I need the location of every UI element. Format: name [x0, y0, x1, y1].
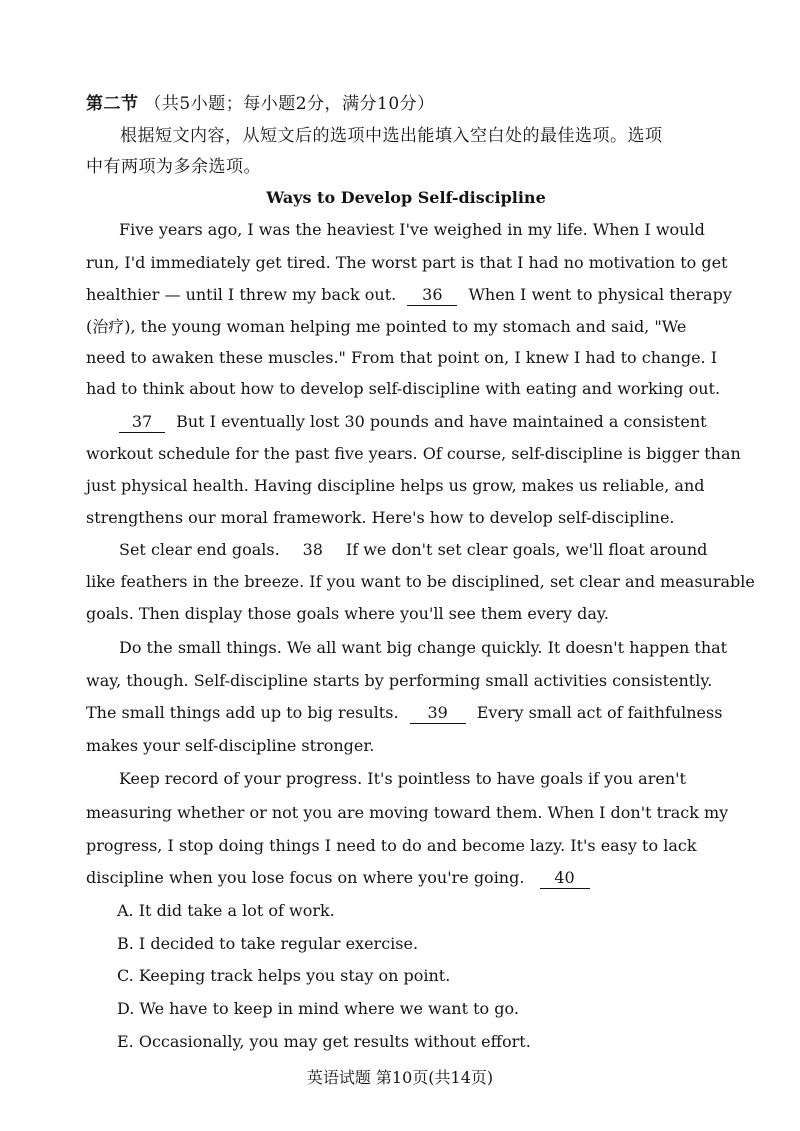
p2-line-4: strengthens our moral framework. Here's how to develop self-discipline.: [86, 508, 675, 527]
p4-line-3: [86, 701, 726, 725]
p4-line-3-text-a: The small things add up to big results.: [86, 703, 399, 722]
p5-line-4: [86, 866, 726, 890]
p1-line-1: Five years ago, I was the heaviest I've weighed in my life. When I would: [119, 220, 705, 239]
passage-title: Ways to Develop Self-discipline: [266, 188, 546, 207]
p5-line-1: Keep record of your progress. It's pointless to have goals if you aren't: [119, 769, 686, 788]
p5-line-3: progress, I stop doing things I need to do and become lazy. It's easy to lack: [86, 836, 697, 855]
p1-line-3: [86, 283, 732, 307]
p3-line-2: like feathers in the breeze. If you want to be disciplined, set clear and measurable: [86, 572, 755, 591]
option-a[interactable]: A. It did take a lot of work.: [117, 901, 335, 920]
p2-line-1-text: But I eventually lost 30 pounds and have maintained a consistent: [176, 412, 707, 431]
blank-38[interactable]: 38: [302, 540, 323, 559]
p3-line-1-text-a: Set clear end goals.: [119, 540, 280, 559]
section-header: [86, 92, 726, 116]
p5-line-4-text: discipline when you lose focus on where you're going.: [86, 868, 525, 887]
p1-line-4: (治疗), the young woman helping me pointed to my stomach and said, "We: [86, 317, 687, 336]
blank-37[interactable]: 37: [119, 412, 165, 433]
p4-line-4: makes your self-discipline stronger.: [86, 736, 375, 755]
p4-line-3-text-b: Every small act of faithfulness: [476, 703, 723, 722]
blank-36[interactable]: 36: [407, 285, 457, 306]
p1-line-3-text-a: healthier — until I threw my back out.: [86, 285, 397, 304]
p5-line-2: measuring whether or not you are moving toward them. When I don't track my: [86, 803, 729, 822]
p4-line-2: way, though. Self-discipline starts by performing small activities consistently.: [86, 671, 713, 690]
blank-40[interactable]: 40: [540, 868, 590, 889]
p1-line-2: run, I'd immediately get tired. The worst part is that I had no motivation to get: [86, 253, 728, 272]
option-c[interactable]: C. Keeping track helps you stay on point.: [117, 966, 451, 985]
section-score-note: （共5小题；每小题2分，满分10分）: [144, 94, 435, 114]
p1-line-6: had to think about how to develop self-discipline with eating and working out.: [86, 379, 721, 398]
blank-39[interactable]: 39: [410, 703, 466, 724]
instruction-line-2: 中有两项为多余选项。: [86, 157, 261, 177]
p1-line-3-text-b: When I went to physical therapy: [468, 285, 732, 304]
p3-line-1: [119, 538, 759, 562]
option-e[interactable]: E. Occasionally, you may get results without effort.: [117, 1032, 531, 1051]
instruction-line-1: 根据短文内容，从短文后的选项中选出能填入空白处的最佳选项。选项: [120, 126, 663, 146]
p3-line-3: goals. Then display those goals where you'll see them every day.: [86, 604, 609, 623]
p3-line-1-text-b: If we don't set clear goals, we'll float around: [345, 540, 708, 559]
p2-line-2: workout schedule for the past five years. Of course, self-discipline is bigger than: [86, 444, 741, 463]
page-footer: 英语试题 第10页(共14页): [306, 1068, 494, 1087]
p2-line-3: just physical health. Having discipline helps us grow, makes us reliable, and: [86, 476, 705, 495]
p1-line-5: need to awaken these muscles." From that point on, I knew I had to change. I: [86, 348, 718, 367]
section-title: 第二节: [86, 94, 139, 114]
option-d[interactable]: D. We have to keep in mind where we want to go.: [117, 999, 519, 1018]
option-b[interactable]: B. I decided to take regular exercise.: [117, 934, 419, 953]
p4-line-1: Do the small things. We all want big change quickly. It doesn't happen that: [119, 638, 728, 657]
p2-line-1: [119, 410, 759, 434]
